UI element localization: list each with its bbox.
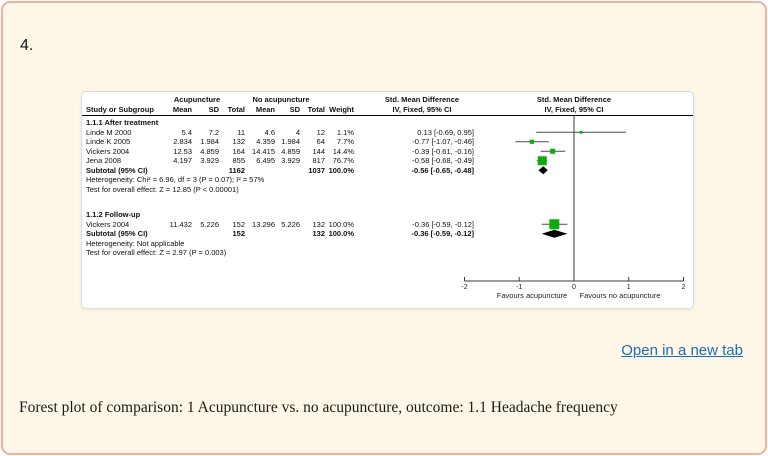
header-total1: Total — [227, 105, 245, 114]
open-in-new-tab-link[interactable]: Open in a new tab — [621, 342, 743, 359]
axis-label-favours-no-acupuncture: Favours no acupuncture — [579, 291, 661, 300]
study-name: Linde M 2000 — [86, 127, 132, 137]
forest-plot-figure[interactable] — [81, 91, 694, 309]
header-total2: Total — [307, 105, 325, 114]
study-mean2: 4.6 — [264, 127, 275, 137]
study-weight: 1.1% — [336, 127, 354, 137]
study-sd2: 4.859 — [281, 146, 300, 156]
forest-plot-graph — [82, 92, 693, 308]
study-ci-label: 0.13 [-0.69, 0.95] — [417, 127, 474, 137]
study-sd1: 7.2 — [208, 127, 219, 137]
figure-number: 4. — [20, 37, 34, 54]
open-link-row — [621, 342, 743, 360]
study-total2: 132 — [312, 219, 325, 229]
axis-label-favours-acupuncture: Favours acupuncture — [496, 291, 568, 300]
study-total2: 12 — [316, 127, 325, 137]
study-total1: 855 — [232, 156, 245, 165]
study-mean2: 14.415 — [252, 146, 275, 156]
study-weight: 7.7% — [336, 137, 354, 146]
study-sd1: 5.226 — [200, 219, 219, 229]
study-ci-label: -0.77 [-1.07, -0.46] — [412, 137, 474, 146]
header-sd2: SD — [289, 105, 300, 114]
study-weight: 100.0% — [328, 219, 354, 229]
axis-tick-label: 2 — [681, 284, 686, 291]
header-mean1: Mean — [172, 105, 192, 114]
subtotal-total1: 152 — [232, 229, 245, 238]
heterogeneity-text: Heterogeneity: Chi² = 6.96, df = 3 (P = 0.07); I² = 57% — [86, 175, 265, 184]
subtotal-weight: 100.0% — [328, 165, 354, 175]
study-total2: 144 — [312, 146, 325, 156]
header-smd-text-col: Std. Mean Difference — [384, 95, 460, 104]
axis-tick-label: -1 — [516, 284, 523, 291]
subgroup-title: 1.1.2 Follow-up — [86, 210, 141, 219]
effect-marker-square — [550, 149, 555, 154]
subtotal-ci-label: -0.36 [-0.59, -0.12] — [411, 229, 474, 238]
study-ci-label: -0.39 [-0.61, -0.16] — [412, 146, 474, 156]
study-mean2: 4.359 — [256, 137, 275, 146]
study-mean1: 5.4 — [181, 127, 192, 137]
study-sd1: 3.929 — [200, 156, 219, 165]
study-sd1: 4.859 — [200, 146, 219, 156]
effect-marker-square — [549, 219, 559, 229]
study-mean2: 6.495 — [256, 156, 275, 165]
effect-marker-square — [530, 140, 534, 144]
header-mean2: Mean — [255, 105, 275, 114]
subtotal-ci-label: -0.56 [-0.65, -0.48] — [411, 165, 474, 175]
study-sd2: 1.984 — [281, 137, 300, 146]
overall-effect-text: Test for overall effect: Z = 12.85 (P < 0.00001) — [86, 184, 239, 194]
header-ci-text-col: IV, Fixed, 95% CI — [392, 105, 452, 114]
study-total1: 152 — [232, 219, 245, 229]
study-weight: 76.7% — [332, 156, 354, 165]
figure-caption: Forest plot of comparison: 1 Acupuncture vs. no acupuncture, outcome: 1.1 Headache frequency — [19, 399, 618, 416]
overall-effect-text: Test for overall effect: Z = 2.97 (P = 0.003) — [86, 248, 227, 257]
subtotal-total1: 1162 — [228, 165, 245, 175]
study-sd2: 3.929 — [281, 156, 300, 165]
study-mean1: 4.197 — [173, 156, 192, 165]
header-weight: Weight — [329, 105, 354, 114]
study-sd1: 1.984 — [200, 137, 219, 146]
study-total2: 64 — [316, 137, 325, 146]
header-sd1: SD — [208, 105, 219, 114]
study-sd2: 4 — [295, 127, 300, 137]
figure-card — [1, 1, 767, 455]
study-mean1: 11.432 — [169, 219, 192, 229]
header-study-or-subgroup: Study or Subgroup — [86, 105, 154, 114]
study-name: Vickers 2004 — [86, 219, 130, 229]
study-sd2: 5.226 — [281, 219, 300, 229]
subtotal-label: Subtotal (95% CI) — [86, 229, 148, 238]
header-smd-plot-col: Std. Mean Difference — [536, 95, 612, 104]
study-mean2: 13.296 — [252, 219, 275, 229]
subgroup-title: 1.1.1 After treatment — [86, 118, 159, 127]
study-mean1: 12.53 — [173, 146, 192, 156]
study-total1: 11 — [237, 127, 245, 137]
effect-marker-square — [538, 156, 547, 165]
header-group-acupuncture: Acupuncture — [173, 95, 221, 104]
study-name: Vickers 2004 — [86, 146, 130, 156]
study-total1: 132 — [232, 137, 245, 146]
study-total1: 164 — [232, 146, 245, 156]
subtotal-total2: 132 — [312, 229, 325, 238]
header-ci-plot-col: IV, Fixed, 95% CI — [544, 105, 604, 114]
study-weight: 14.4% — [332, 146, 354, 156]
header-group-no-acupuncture: No acupuncture — [252, 95, 310, 104]
effect-marker-square — [580, 131, 583, 134]
study-ci-label: -0.58 [-0.68, -0.49] — [412, 156, 474, 165]
subtotal-weight: 100.0% — [328, 229, 354, 238]
subtotal-diamond — [538, 166, 547, 174]
study-total2: 817 — [312, 156, 325, 165]
study-mean1: 2.834 — [173, 137, 192, 146]
axis-tick-label: 0 — [572, 284, 576, 291]
subtotal-diamond — [542, 230, 568, 238]
subtotal-label: Subtotal (95% CI) — [86, 165, 148, 175]
subtotal-total2: 1037 — [308, 165, 325, 175]
axis-tick-label: 1 — [626, 284, 631, 291]
axis-tick-label: -2 — [461, 284, 468, 291]
study-name: Jena 2008 — [86, 156, 122, 165]
study-ci-label: -0.36 [-0.59, -0.12] — [412, 219, 474, 229]
heterogeneity-text: Heterogeneity: Not applicable — [86, 238, 185, 248]
study-name: Linde K 2005 — [86, 137, 131, 146]
